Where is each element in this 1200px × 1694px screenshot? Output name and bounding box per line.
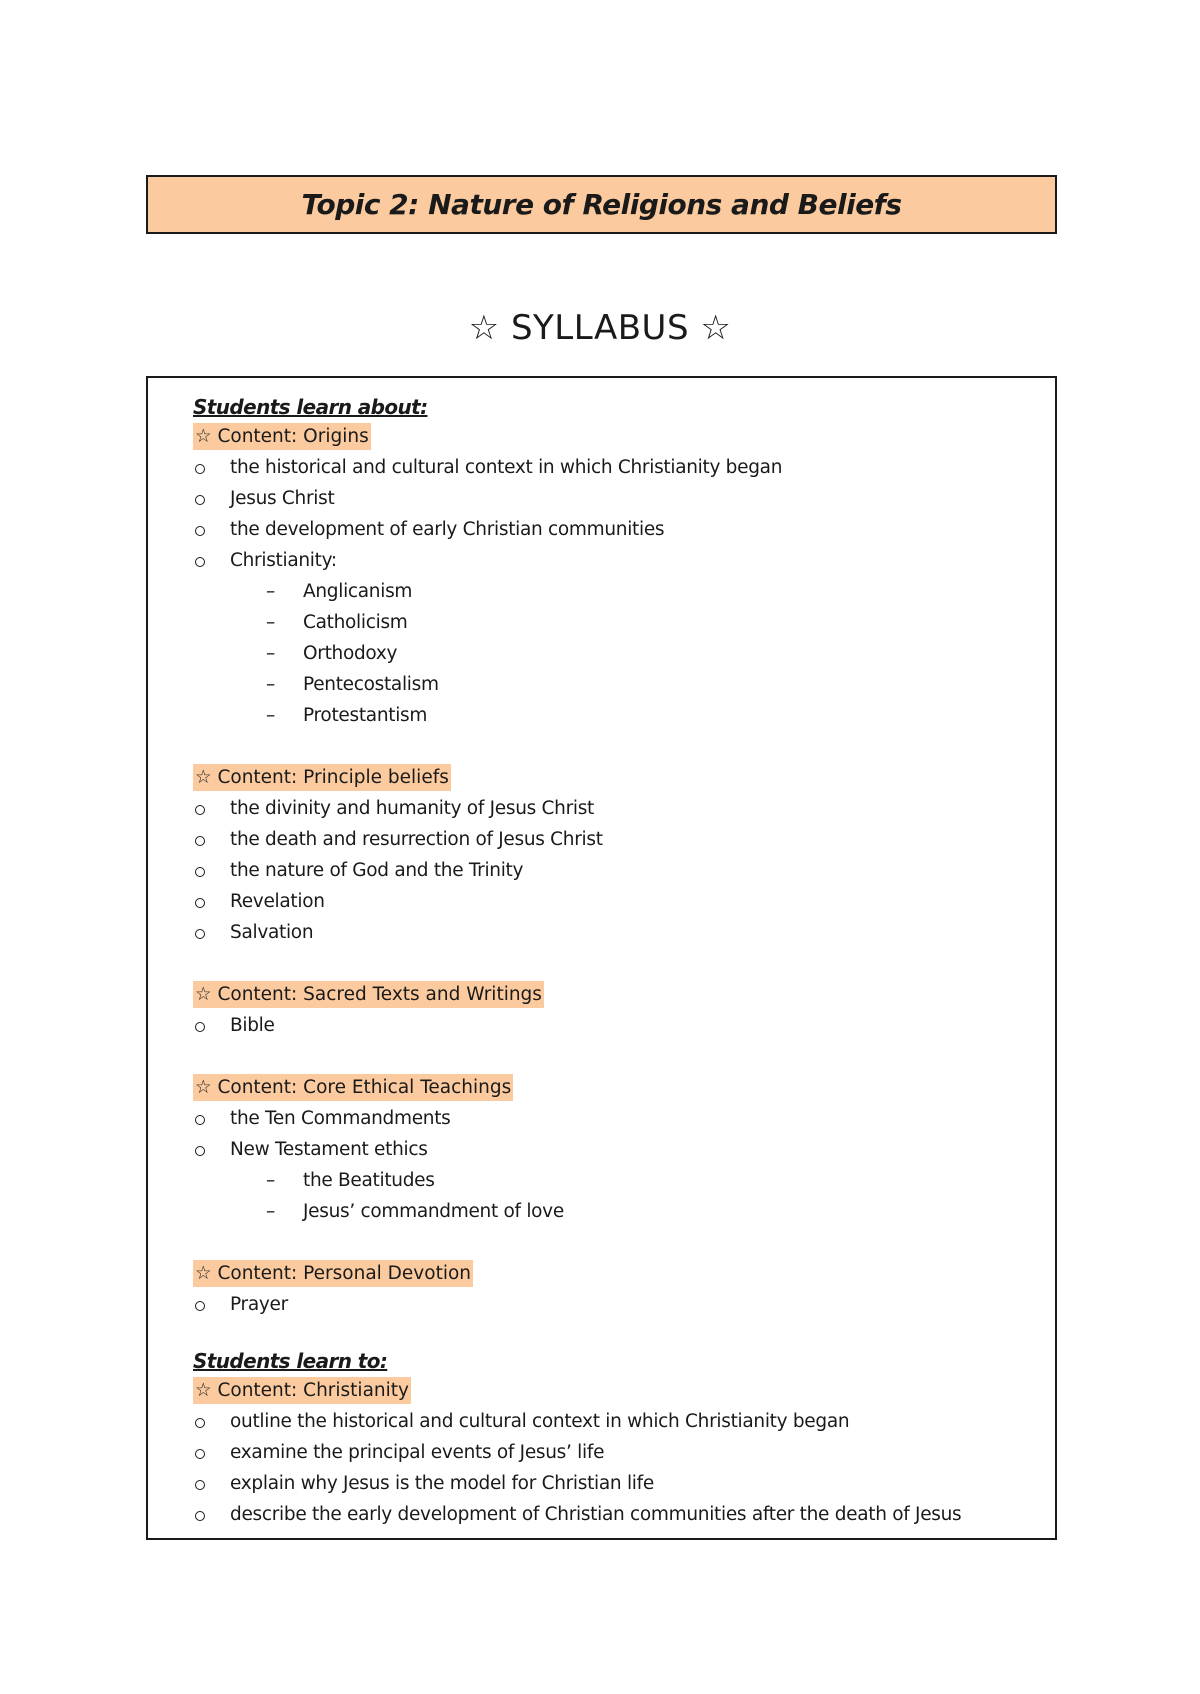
sub-list-item: Jesus’ commandment of love [303, 1201, 564, 1222]
hollow-circle-bullet-icon [195, 464, 205, 474]
list-item: Salvation [230, 922, 314, 943]
section-label: ☆ Content: Christianity [193, 1377, 411, 1404]
dash-bullet-icon: – [266, 581, 276, 602]
dash-bullet-icon: – [266, 643, 276, 664]
hollow-circle-bullet-icon [195, 867, 205, 877]
sub-list-item: the Beatitudes [303, 1170, 435, 1191]
sub-list-item: Protestantism [303, 705, 428, 726]
hollow-circle-bullet-icon [195, 1480, 205, 1490]
list-item: the development of early Christian communities [230, 519, 665, 540]
hollow-circle-bullet-icon [195, 1418, 205, 1428]
hollow-circle-bullet-icon [195, 1449, 205, 1459]
list-item: Jesus Christ [230, 488, 335, 509]
hollow-circle-bullet-icon [195, 805, 205, 815]
sub-list-item: Catholicism [303, 612, 408, 633]
list-item: describe the early development of Christian communities after the death of Jesus [230, 1504, 962, 1525]
list-item: New Testament ethics [230, 1139, 428, 1160]
list-item: explain why Jesus is the model for Christian life [230, 1473, 654, 1494]
dash-bullet-icon: – [266, 612, 276, 633]
dash-bullet-icon: – [266, 705, 276, 726]
list-item: the death and resurrection of Jesus Christ [230, 829, 603, 850]
list-item: the historical and cultural context in which Christianity began [230, 457, 783, 478]
section-label: ☆ Content: Origins [193, 423, 371, 450]
topic-title-box [146, 175, 1057, 234]
hollow-circle-bullet-icon [195, 1115, 205, 1125]
syllabus-content-box [146, 376, 1057, 1540]
section-label: ☆ Content: Sacred Texts and Writings [193, 981, 544, 1008]
hollow-circle-bullet-icon [195, 557, 205, 567]
syllabus-heading: ☆ SYLLABUS ☆ [468, 308, 732, 348]
hollow-circle-bullet-icon [195, 836, 205, 846]
list-item: examine the principal events of Jesus’ life [230, 1442, 605, 1463]
hollow-circle-bullet-icon [195, 1301, 205, 1311]
dash-bullet-icon: – [266, 674, 276, 695]
list-item: the Ten Commandments [230, 1108, 451, 1129]
section-label: ☆ Content: Principle beliefs [193, 764, 451, 791]
hollow-circle-bullet-icon [195, 526, 205, 536]
section-label: ☆ Content: Core Ethical Teachings [193, 1074, 513, 1101]
list-item: the divinity and humanity of Jesus Christ [230, 798, 595, 819]
list-item: outline the historical and cultural context in which Christianity began [230, 1411, 850, 1432]
list-item: Revelation [230, 891, 325, 912]
list-item: Prayer [230, 1294, 288, 1315]
learn-to-heading: Students learn to: [193, 1349, 388, 1373]
topic-title: Topic 2: Nature of Religions and Beliefs [301, 188, 902, 221]
hollow-circle-bullet-icon [195, 1022, 205, 1032]
list-item: the nature of God and the Trinity [230, 860, 524, 881]
dash-bullet-icon: – [266, 1201, 276, 1222]
list-item: Bible [230, 1015, 275, 1036]
learn-about-heading: Students learn about: [193, 395, 428, 419]
hollow-circle-bullet-icon [195, 495, 205, 505]
hollow-circle-bullet-icon [195, 1146, 205, 1156]
hollow-circle-bullet-icon [195, 898, 205, 908]
hollow-circle-bullet-icon [195, 929, 205, 939]
dash-bullet-icon: – [266, 1170, 276, 1191]
sub-list-item: Anglicanism [303, 581, 413, 602]
list-item: Christianity: [230, 550, 337, 571]
sub-list-item: Orthodoxy [303, 643, 398, 664]
hollow-circle-bullet-icon [195, 1511, 205, 1521]
sub-list-item: Pentecostalism [303, 674, 439, 695]
section-label: ☆ Content: Personal Devotion [193, 1260, 473, 1287]
